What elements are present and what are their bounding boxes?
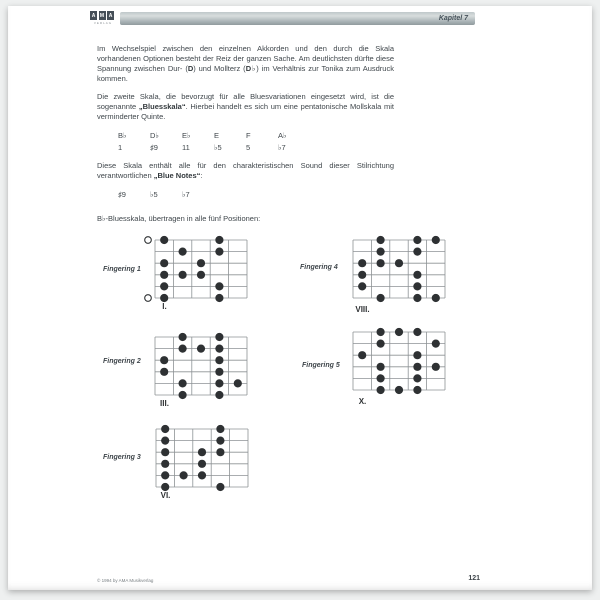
- scale-degrees-row: [118, 142, 394, 154]
- chapter-header-bar: [120, 12, 475, 25]
- scale-table: [97, 130, 394, 153]
- fretboard-diagram-2: [141, 332, 249, 400]
- logo-boxes: [90, 11, 120, 20]
- text-span: . Hierbei handelt es sich um eine pentatonische Mollskala mit verminderter Quinte.: [97, 102, 394, 121]
- paragraph-1: [97, 44, 394, 84]
- position-label-4: VIII.: [355, 305, 370, 314]
- fretboard-diagram-3: [142, 424, 250, 492]
- text-span-bold: D♭: [245, 64, 257, 73]
- degree-cell: ♭7: [278, 142, 286, 152]
- fretboard-diagram-5: [339, 327, 447, 395]
- fretboard-diagram-1: [141, 235, 249, 303]
- blue-notes-row: [118, 189, 394, 201]
- text-span-bold: „Bluesskala“: [138, 102, 186, 111]
- chapter-label: Kapitel 7: [438, 15, 468, 22]
- degree-cell: ♯9: [150, 142, 158, 152]
- logo-letter-box: A: [108, 12, 113, 19]
- logo-letter-box: M: [99, 12, 105, 19]
- note-cell: E: [214, 131, 220, 141]
- text-span: ) im Verhältnis zur Tonika zum Ausdruck kommen.: [97, 64, 394, 83]
- fingering-5-label: Fingering 5: [302, 362, 340, 369]
- text-column: [97, 44, 394, 232]
- text-span-bold: „Blue Notes“: [153, 171, 201, 180]
- blue-note-cell: ♭5: [150, 190, 158, 200]
- degree-cell: 1: [118, 142, 123, 152]
- text-span: :: [200, 171, 203, 180]
- text-span: Die zweite Skala, die bevorzugt für alle Bluesvariationen eingesetzt wird, ist die sogenannte: [97, 92, 394, 111]
- fingering-3-label: Fingering 3: [103, 454, 141, 461]
- position-label-3: VI.: [160, 491, 171, 500]
- note-cell: D♭: [150, 131, 159, 141]
- text-span: ) und Mollterz (: [193, 64, 246, 73]
- degree-cell: 11: [182, 142, 190, 152]
- note-cell: A♭: [278, 131, 287, 141]
- fingering-1-label: Fingering 1: [103, 266, 141, 273]
- degree-cell: ♭5: [214, 142, 222, 152]
- page-number: 121: [468, 575, 480, 582]
- position-label-1: I.: [162, 302, 167, 311]
- paragraph-3: [97, 161, 394, 181]
- publisher-logo: [90, 11, 120, 25]
- text-span-bold: D: [187, 64, 194, 73]
- blue-note-cell: ♯9: [118, 190, 126, 200]
- scale-notes-row: [118, 130, 394, 142]
- note-cell: B♭: [118, 131, 127, 141]
- blue-note-cell: ♭7: [182, 190, 190, 200]
- position-label-5: X.: [358, 397, 367, 406]
- fingering-4-label: Fingering 4: [300, 264, 338, 271]
- fretboard-diagram-4: [339, 235, 447, 303]
- position-label-2: III.: [160, 399, 169, 408]
- note-cell: E♭: [182, 131, 191, 141]
- fingering-2-label: Fingering 2: [103, 358, 141, 365]
- logo-caption: VERLAG: [93, 21, 113, 25]
- note-cell: F: [246, 131, 251, 141]
- page: [8, 6, 592, 590]
- paragraph-2: [97, 92, 394, 122]
- logo-letter-box: A: [91, 12, 96, 19]
- section-heading: B♭-Bluesskala, übertragen in alle fünf Positionen:: [97, 213, 261, 223]
- text-span: Diese Skala enthält alle für den charakteristischen Sound dieser Stilrichtung verantwortlichen: [97, 161, 394, 180]
- copyright-text: © 1994 by AMA Musikverlag: [97, 578, 154, 583]
- degree-cell: 5: [246, 142, 251, 152]
- text-span: Im Wechselspiel zwischen den einzelnen Akkorden und den durch die Skala vorhandenen Optionen besteht der Reiz der ganzen Sache. Am deutlichsten dürfte diese Spannung zwischen Dur- (: [97, 44, 394, 73]
